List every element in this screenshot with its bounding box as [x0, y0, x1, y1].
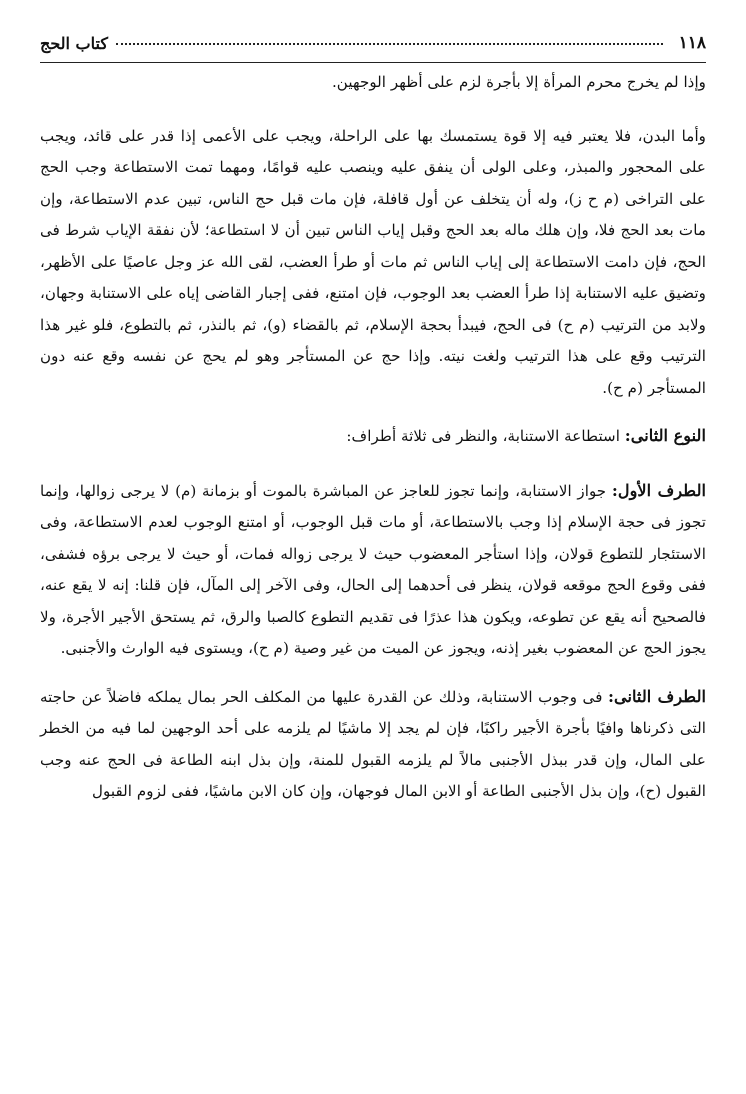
section-heading-second-part: الطرف الثانى:: [608, 686, 707, 706]
document-page: [40, 24, 706, 1084]
section-heading-type-two: النوع الثانى:: [624, 426, 706, 445]
paragraph-spacer: [40, 99, 706, 121]
running-title: كتاب الحج: [40, 33, 108, 53]
paragraph-4: [40, 475, 706, 665]
page-header: [40, 24, 706, 63]
header-leader-dots: [116, 35, 663, 45]
paragraph-spacer: [40, 404, 706, 420]
paragraph-4-text: جواز الاستنابة، وإنما تجوز للعاجز عن المباشرة بالموت أو بزمانة (م) لا يرجى زوالها، وإنما تجوز فى حجة الإسلام إذا وجب بالاستطاعة، أو مات قبل الوجوب، أو امتنع الوجوب لعدم الاستطاعة، وفى الاستئجار للتطوع قولان، وإذا استأجر المعضوب حيث لا يرجى زواله فمات، أو حيث لا يرجى برؤه فشفى، ففى وقوع الحج موقعه قولان، ينظر فى أحدهما إلى الحال، وفى الآخر إلى المآل، فإن قلنا: إنه لا يقع عنه، فالصحيح أنه يقع عن تطوعه، ويكون هذا عذرًا فى تقديم التطوع كالصبا والرق، ثم يستحق الأجير الأجرة، ولا يجوز الحج عن المعضوب بغير إذنه، ويجوز عن الميت من غير وصية (م ح)، ويستوى فيه الوارث والأجنبى.: [40, 481, 706, 657]
paragraph-3: [40, 420, 706, 453]
page-number: ١١٨: [678, 33, 706, 53]
paragraph-3-text: استطاعة الاستنابة، والنظر فى ثلاثة أطراف:: [346, 427, 620, 445]
paragraph-5: [40, 681, 706, 808]
paragraph-5-text: فى وجوب الاستنابة، وذلك عن القدرة عليها من المكلف الحر بمال يملكه فاضلاً عن حاجته التى ذكرناها وافيًا بأجرة الأجير راكبًا، فإن لم يجد إلا ماشيًا لم يلزمه على أحد الوجهين لما فيه من الخطر على المال، وإن قدر ببذل الأجنبى مالاً لم يلزمه القبول للمنة، وإن بذل ابنه الطاعة فى الحج عنه وجب القبول (ح)، وإن بذل الأجنبى الطاعة أو الابن المال فوجهان، وإن كان الابن ماشيًا، ففى لزوم القبول: [40, 687, 706, 800]
paragraph-1: وإذا لم يخرج محرم المرأة إلا بأجرة لزم على أظهر الوجهين.: [331, 73, 706, 91]
section-heading-first-part: الطرف الأول:: [611, 480, 706, 500]
paragraph-spacer: [40, 665, 706, 681]
paragraph-spacer: [40, 453, 706, 475]
paragraph-2: وأما البدن، فلا يعتبر فيه إلا قوة يستمسك بها على الراحلة، ويجب على الأعمى إذا قدر على قائد، ويجب على المحجور والمبذر، وعلى الولى أن ينفق عليه وينصب عليه قوامًا، ومهما تمت الاستطاعة وجب الحج على التراخى (م ح ز)، وله أن يتخلف عن أول قافلة، فإن مات قبل حج الناس، تبين عدم الاستطاعة، وإن مات بعد الحج فلا، وإن هلك ماله بعد الحج وقبل إياب الناس تبين أن لا استطاعة؛ لأن نفقة الإياب شرط فى الحج، فإن دامت الاستطاعة إلى إياب الناس ثم مات أو طرأ العضب، لقى الله عز وجل عاصيًا على الأظهر، وتضيق عليه الاستنابة إذا طرأ العضب بعد الوجوب، فإن امتنع، ففى إجبار القاضى إياه على الاستنابة وجهان، ولابد من الترتيب (م ح) فى الحج، فيبدأ بحجة الإسلام، ثم بالقضاء (و)، ثم بالنذر، ثم بالتطوع، فلو غير هذا الترتيب وقع على هذا الترتيب ولغت نيته. وإذا حج عن المستأجر وهو لم يحج عن نفسه وقع عنه دون المستأجر (م ح).: [40, 126, 706, 397]
